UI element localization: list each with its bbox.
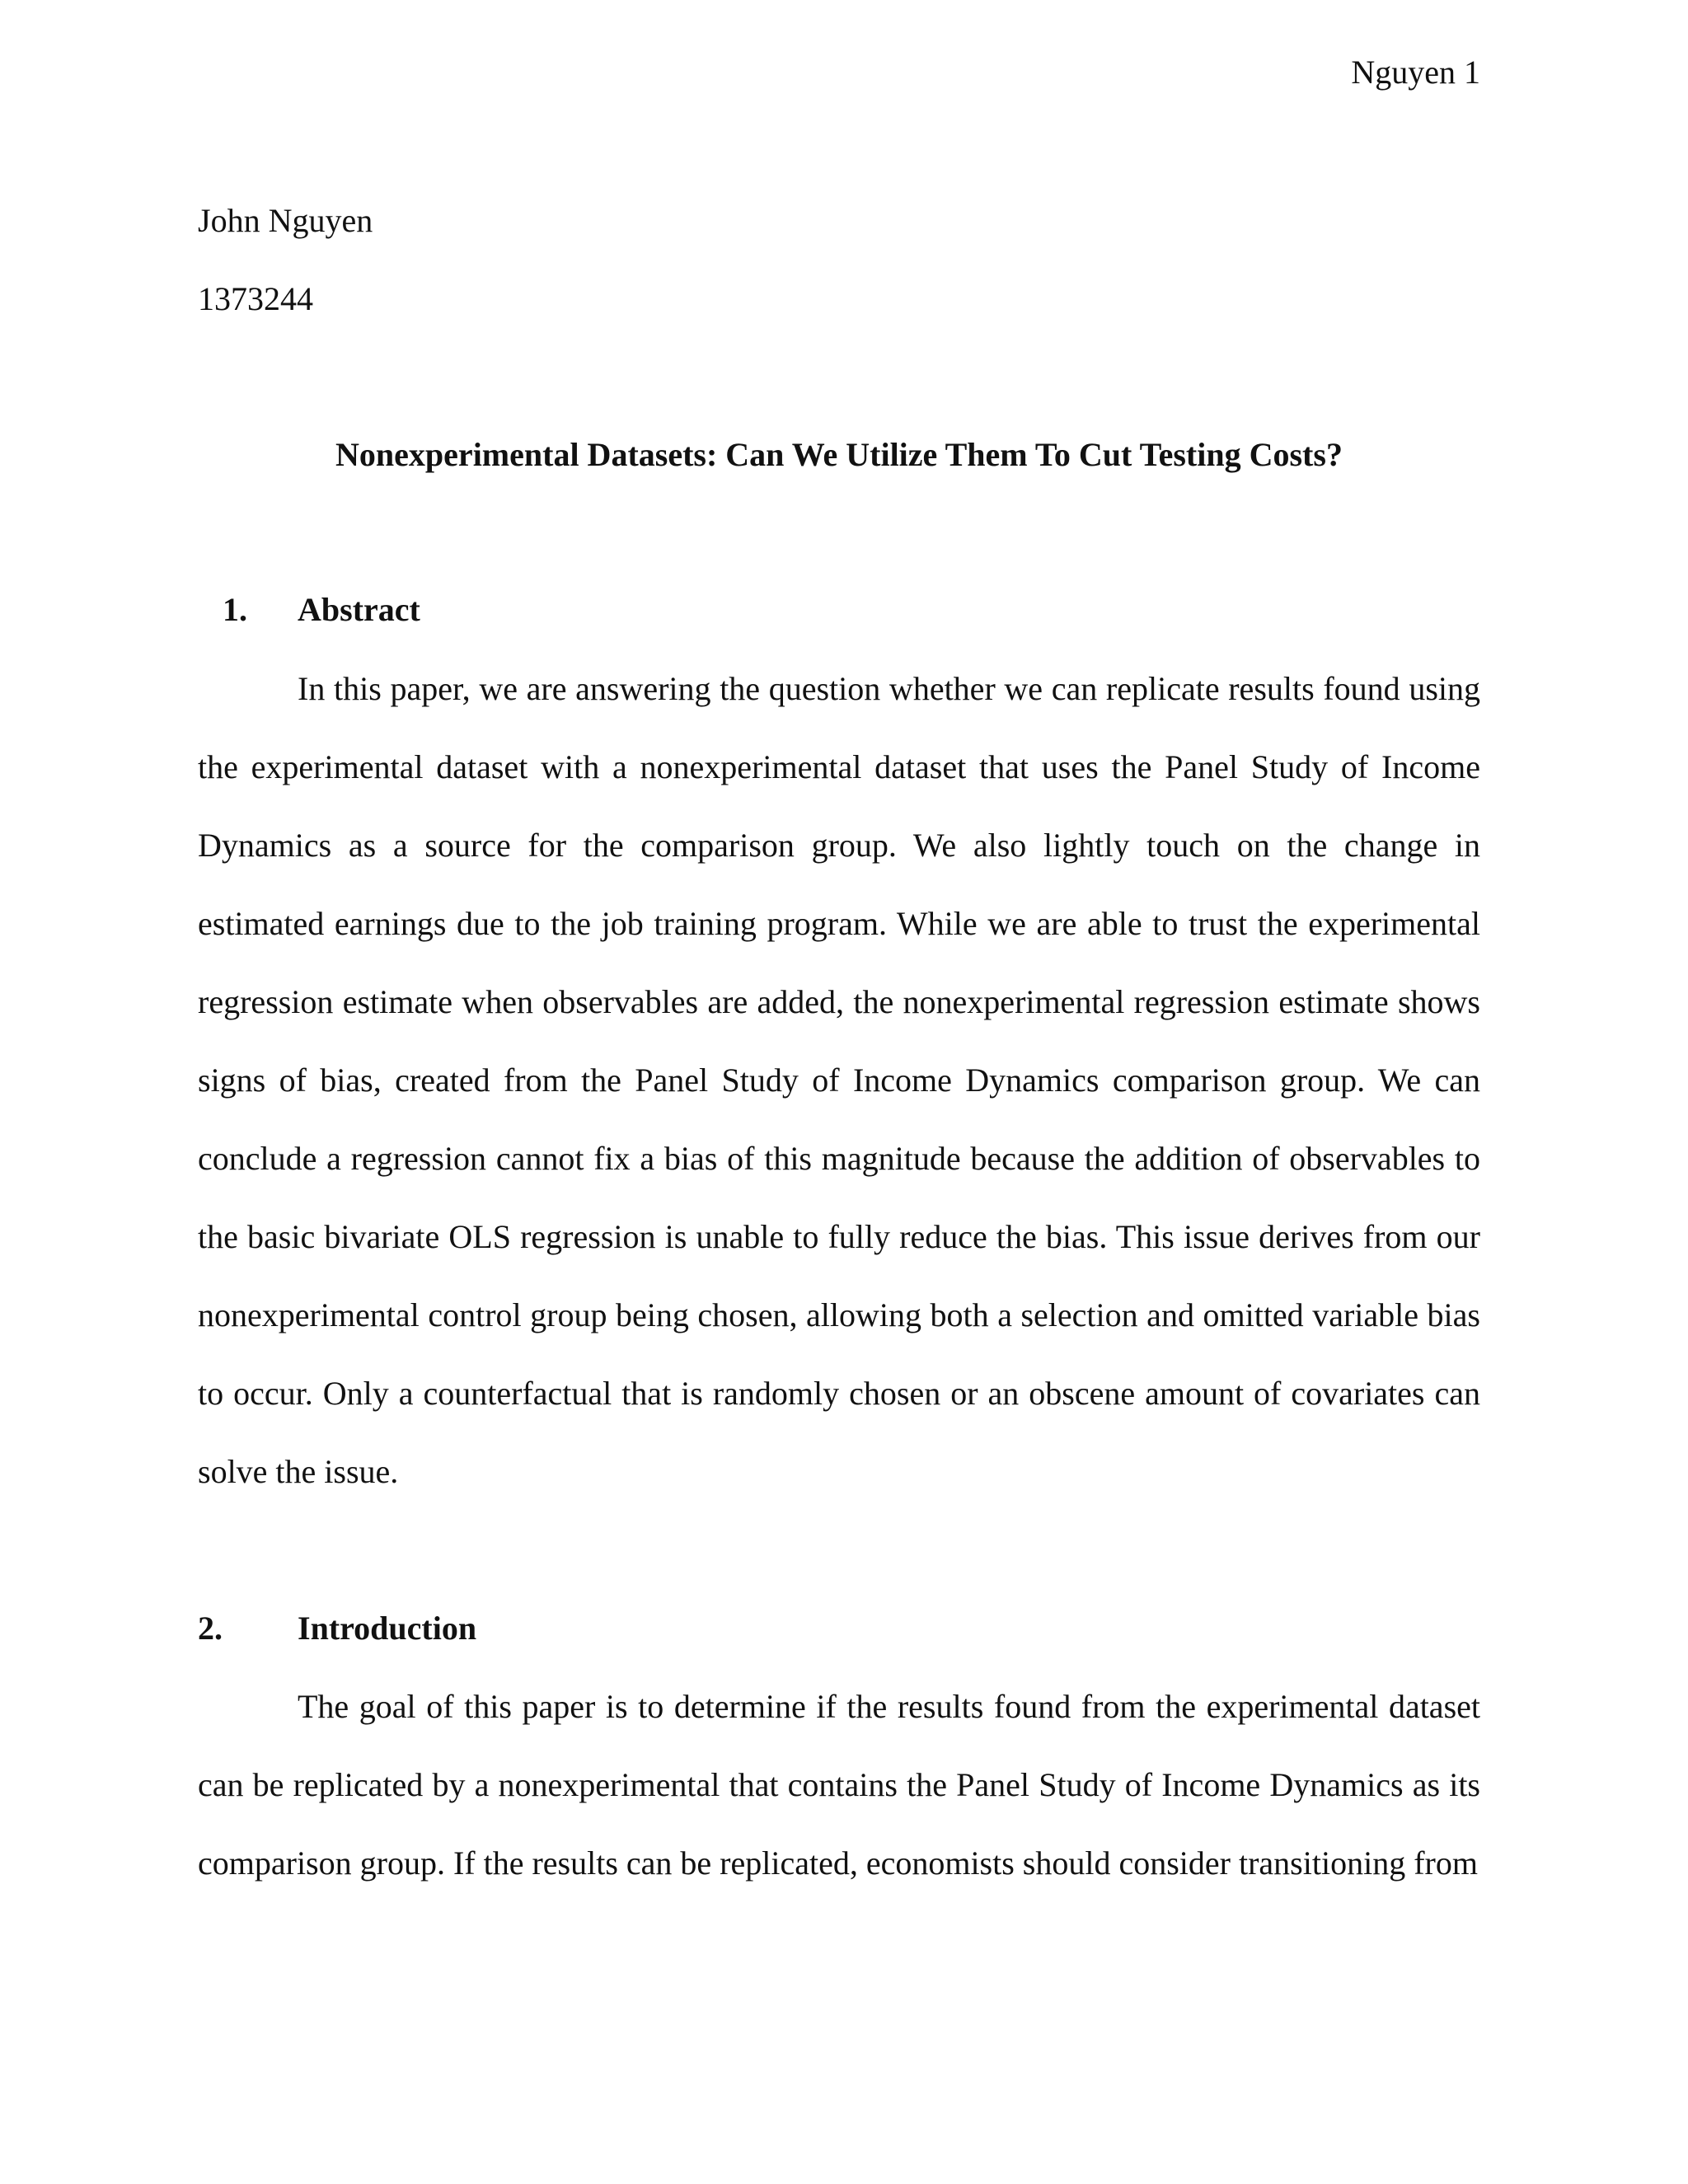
student-id: 1373244 xyxy=(198,280,313,317)
section-title: Abstract xyxy=(298,591,420,628)
author-name: John Nguyen xyxy=(198,202,373,239)
section-heading-abstract xyxy=(0,590,1688,630)
author-block xyxy=(198,201,373,358)
section-number: 1. xyxy=(223,591,247,628)
abstract-paragraph: In this paper, we are answering the question whether we can replicate results found using the experimental dataset with a nonexperimental dataset that uses the Panel Study of Income Dynamics as a source for the comparison group. We also lightly touch on the change in estimated earnings due to the job training program. While we are able to trust the experimental regression estimate when observables are added, the nonexperimental regression estimate shows signs of bias, created from the Panel Study of Income Dynamics comparison group. We can conclude a regression cannot fix a bias of this magnitude because the addition of observables to the basic bivariate OLS regression is unable to fully reduce the bias. This issue derives from our nonexperimental control group being chosen, allowing both a selection and omitted variable bias to occur. Only a counterfactual that is randomly chosen or an obscene amount of covariates can solve the issue. xyxy=(198,670,1480,1490)
running-head: Nguyen 1 xyxy=(1351,54,1480,91)
section-number: 2. xyxy=(198,1610,223,1647)
paper-title: Nonexperimental Datasets: Can We Utilize Them To Cut Testing Costs? xyxy=(335,436,1343,473)
section-heading-introduction xyxy=(0,1609,1688,1648)
section-title: Introduction xyxy=(298,1610,477,1647)
introduction-paragraph: The goal of this paper is to determine if the results found from the experimental dataset can be replicated by a nonexperimental that contains the Panel Study of Income Dynamics as its comparison group. If the results can be replicated, economists should consider transitioning from xyxy=(198,1688,1480,1882)
